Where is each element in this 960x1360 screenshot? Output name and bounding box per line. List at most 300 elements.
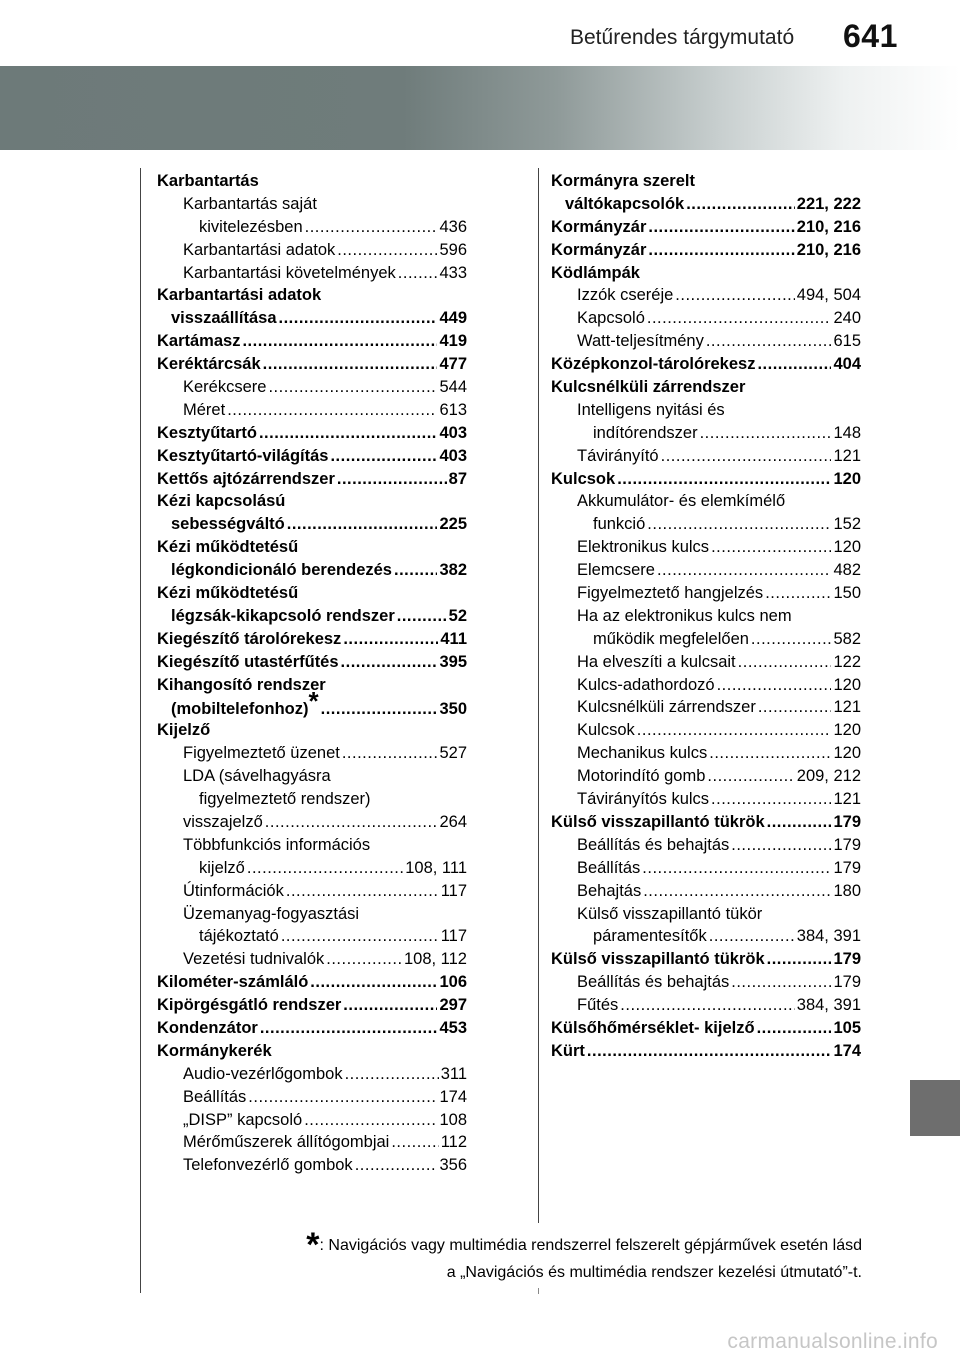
index-page-ref: 382 — [439, 561, 467, 580]
index-entry — [157, 399, 467, 422]
index-entry — [551, 674, 861, 697]
index-term: működik megfelelően — [593, 629, 749, 648]
index-term: Külső visszapillantó tükrök — [551, 812, 765, 831]
index-page-ref: 404 — [833, 355, 861, 374]
index-entry — [157, 1063, 467, 1086]
dot-leader — [242, 330, 437, 353]
index-term: Behajtás — [577, 881, 642, 900]
index-entry — [157, 686, 467, 719]
index-page-ref: 356 — [439, 1156, 467, 1175]
index-page-ref: 225 — [439, 515, 467, 534]
dot-leader — [281, 925, 439, 948]
index-term: légkondicionáló berendezés — [171, 561, 392, 580]
index-page-ref: 179 — [833, 858, 861, 877]
index-page-ref: 264 — [439, 812, 467, 831]
index-term: Kürt — [551, 1041, 585, 1060]
dot-leader — [343, 628, 438, 651]
index-page-ref: 527 — [439, 744, 467, 763]
index-term: (mobiltelefonhoz)* — [171, 686, 319, 719]
dot-leader — [757, 1017, 832, 1040]
index-entry — [157, 605, 467, 628]
index-entry — [157, 468, 467, 491]
index-page-ref: 105 — [833, 1018, 861, 1037]
index-page-ref: 174 — [439, 1087, 467, 1106]
index-term: Figyelmeztető hangjelzés — [577, 584, 764, 603]
index-page-ref: 596 — [439, 240, 467, 259]
index-entry — [551, 307, 861, 330]
index-term: Akkumulátor- és elemkímélő — [577, 492, 786, 511]
index-page-ref: 179 — [833, 812, 861, 831]
index-term: Kihangosító rendszer — [157, 675, 326, 694]
index-entry — [551, 376, 861, 399]
index-term: Motorindító gomb — [577, 767, 706, 786]
index-term: Karbantartási adatok — [157, 286, 322, 305]
column-divider — [538, 168, 539, 1223]
dot-leader — [279, 307, 438, 330]
dot-leader — [394, 559, 437, 582]
index-entry — [157, 857, 467, 880]
index-page-ref: 120 — [833, 744, 861, 763]
index-term: Elemcsere — [577, 561, 655, 580]
index-page-ref: 221, 222 — [796, 194, 861, 213]
index-entry — [157, 1040, 467, 1063]
index-entry — [551, 536, 861, 559]
index-entry — [157, 490, 467, 513]
chapter-tab — [910, 1080, 960, 1136]
index-entry — [157, 903, 467, 926]
dot-leader — [398, 262, 438, 285]
index-page-ref: 180 — [833, 881, 861, 900]
dot-leader — [263, 353, 438, 376]
index-page-ref: 121 — [833, 790, 861, 809]
index-page-ref: 613 — [439, 400, 467, 419]
index-page-ref: 494, 504 — [796, 286, 861, 305]
index-page-ref: 106 — [439, 973, 467, 992]
index-page-ref: 395 — [439, 652, 467, 671]
index-entry — [157, 536, 467, 559]
index-page-ref: 112 — [440, 1133, 467, 1152]
dot-leader — [657, 559, 832, 582]
index-term: Kiegészítő utastérfűtés — [157, 652, 339, 671]
index-entry — [157, 513, 467, 536]
index-term: Kipörgésgátló rendszer — [157, 996, 342, 1015]
index-entry — [157, 719, 467, 742]
index-entry — [157, 1109, 467, 1132]
dot-leader — [642, 857, 831, 880]
index-page-ref: 120 — [833, 538, 861, 557]
index-entry — [551, 284, 861, 307]
index-term: Kulcsok — [551, 469, 616, 488]
dot-leader — [342, 742, 438, 765]
index-entry — [551, 880, 861, 903]
index-column-left — [157, 170, 467, 1177]
index-term: váltókapcsolók — [565, 194, 685, 213]
index-page-ref: 449 — [439, 309, 467, 328]
index-term: Karbantartási követelmények — [183, 263, 396, 282]
dot-leader — [247, 857, 403, 880]
dot-leader — [757, 353, 831, 376]
dot-leader — [731, 834, 831, 857]
index-term: Vezetési tudnivalók — [183, 950, 325, 969]
index-page-ref: 477 — [439, 355, 467, 374]
index-entry — [551, 559, 861, 582]
index-entry — [157, 262, 467, 285]
index-entry — [551, 788, 861, 811]
dot-leader — [686, 193, 795, 216]
dot-leader — [709, 742, 831, 765]
dot-leader — [310, 971, 437, 994]
dot-leader — [706, 330, 832, 353]
index-entry — [157, 742, 467, 765]
index-entry — [551, 719, 861, 742]
index-term: Kesztyűtartó — [157, 423, 257, 442]
index-entry — [157, 765, 467, 788]
index-page-ref: 210, 216 — [796, 217, 861, 236]
index-term: Kézi működtetésű — [157, 584, 299, 603]
index-page-ref: 179 — [833, 973, 861, 992]
index-page-ref: 419 — [439, 332, 467, 351]
dot-leader — [758, 696, 832, 719]
dot-leader — [709, 925, 795, 948]
index-term: Watt-teljesítmény — [577, 332, 704, 351]
index-term: Mechanikus kulcs — [577, 744, 708, 763]
index-term: légzsák-kikapcsoló rendszer — [171, 606, 395, 625]
index-entry — [551, 765, 861, 788]
dot-leader — [700, 422, 832, 445]
index-term: Kézi kapcsolású — [157, 492, 286, 511]
dot-leader — [391, 1131, 438, 1154]
index-entry — [157, 811, 467, 834]
index-term: kijelző — [199, 858, 245, 877]
index-page-ref: 384, 391 — [796, 996, 861, 1015]
index-page-ref: 436 — [439, 217, 467, 236]
index-entry — [551, 216, 861, 239]
dot-leader — [305, 216, 438, 239]
dot-leader — [343, 994, 437, 1017]
dot-leader — [620, 994, 794, 1017]
dot-leader — [330, 445, 437, 468]
dot-leader — [647, 513, 831, 536]
dot-leader — [648, 239, 794, 262]
dot-leader — [355, 1154, 438, 1177]
index-term: Kormányzár — [551, 217, 647, 236]
index-entry — [551, 605, 861, 628]
index-term: funkció — [593, 515, 646, 534]
index-term: Telefonvezérlő gombok — [183, 1156, 353, 1175]
dot-leader — [287, 513, 438, 536]
index-entry — [551, 651, 861, 674]
index-term: Külsőhőmérséklet- kijelző — [551, 1018, 755, 1037]
index-page-ref: 108 — [439, 1110, 467, 1129]
index-page-ref: 210, 216 — [796, 240, 861, 259]
index-term: Keréktárcsák — [157, 355, 261, 374]
index-entry — [551, 903, 861, 926]
index-page-ref: 121 — [833, 446, 861, 465]
dot-leader — [711, 536, 831, 559]
dot-leader — [259, 422, 438, 445]
index-page-ref: 108, 112 — [403, 950, 467, 969]
index-term: Üzemanyag-fogyasztási — [183, 904, 360, 923]
index-term: Audio-vezérlőgombok — [183, 1064, 343, 1083]
index-entry — [157, 971, 467, 994]
index-term: Távirányító — [577, 446, 659, 465]
index-page-ref: 179 — [833, 950, 861, 969]
index-column-right — [551, 170, 861, 1063]
index-term: Karbantartás saját — [183, 194, 317, 213]
index-page-ref: 350 — [439, 700, 467, 719]
index-term: Elektronikus kulcs — [577, 538, 710, 557]
index-entry — [551, 582, 861, 605]
index-page-ref: 117 — [440, 927, 467, 946]
index-page-ref: 120 — [833, 675, 861, 694]
index-entry — [551, 353, 861, 376]
index-page-ref: 403 — [439, 423, 467, 442]
index-page-ref: 384, 391 — [796, 927, 861, 946]
dot-leader — [286, 880, 439, 903]
index-entry — [157, 330, 467, 353]
footnote — [228, 1226, 862, 1286]
dot-leader — [643, 880, 831, 903]
dot-leader — [617, 468, 831, 491]
index-term: tájékoztató — [199, 927, 279, 946]
index-term: Beállítás — [183, 1087, 247, 1106]
dot-leader — [648, 216, 794, 239]
index-term: Fűtés — [577, 996, 619, 1015]
dot-leader — [304, 1109, 437, 1132]
dot-leader — [647, 307, 832, 330]
index-entry — [551, 422, 861, 445]
dot-leader — [248, 1086, 437, 1109]
dot-leader — [260, 1017, 438, 1040]
index-entry — [157, 1086, 467, 1109]
index-term: Karbantartási adatok — [183, 240, 336, 259]
index-entry — [551, 445, 861, 468]
index-term: Intelligens nyitási és — [577, 400, 725, 419]
index-term: „DISP” kapcsoló — [183, 1110, 303, 1129]
index-page-ref: 122 — [833, 652, 861, 671]
index-term: Középkonzol-tárolórekesz — [551, 355, 756, 374]
index-term: Karbantartás — [157, 172, 259, 190]
index-term: Kormányra szerelt — [551, 172, 695, 190]
index-term: Kormánykerék — [157, 1041, 272, 1060]
index-page-ref: 582 — [833, 629, 861, 648]
index-page-ref: 87 — [448, 469, 467, 488]
index-entry — [551, 1017, 861, 1040]
index-entry — [157, 376, 467, 399]
index-page-ref: 117 — [440, 881, 467, 900]
dot-leader — [345, 1063, 439, 1086]
index-page-ref: 209, 212 — [796, 767, 861, 786]
index-term: Útinformációk — [183, 881, 284, 900]
index-term: Kilométer-számláló — [157, 973, 309, 992]
index-entry — [551, 513, 861, 536]
index-page-ref: 311 — [440, 1064, 467, 1083]
index-term: Kesztyűtartó-világítás — [157, 446, 329, 465]
dot-leader — [337, 239, 437, 262]
index-entry — [157, 239, 467, 262]
index-term: Kerékcsere — [183, 378, 267, 397]
index-term: Kijelző — [157, 721, 211, 740]
dot-leader — [717, 674, 832, 697]
index-entry — [157, 628, 467, 651]
index-page-ref: 411 — [440, 629, 467, 648]
footnote-text-1: : Navigációs vagy multimédia rendszerrel felszerelt gépjárművek esetén lásd — [319, 1237, 862, 1254]
dot-leader — [337, 468, 447, 491]
index-entry — [157, 1017, 467, 1040]
index-page-ref: 240 — [833, 309, 861, 328]
watermark: carmanualsonline.info — [727, 1330, 938, 1353]
index-page-ref: 108, 111 — [405, 858, 467, 877]
dot-leader — [765, 582, 831, 605]
index-page-ref: 179 — [833, 835, 861, 854]
index-term: Többfunkciós információs — [183, 835, 371, 854]
index-entry — [551, 490, 861, 513]
index-entry — [551, 193, 861, 216]
dot-leader — [767, 948, 832, 971]
index-entry — [551, 330, 861, 353]
index-entry — [157, 925, 467, 948]
dot-leader — [731, 971, 831, 994]
index-entry — [157, 284, 467, 307]
index-term: Külső visszapillantó tükrök — [551, 950, 765, 969]
index-term: páramentesítők — [593, 927, 707, 946]
section-title: Betűrendes tárgymutató — [570, 26, 795, 49]
index-page-ref: 615 — [833, 332, 861, 351]
index-term: Beállítás és behajtás — [577, 973, 730, 992]
index-entry — [157, 788, 467, 811]
index-term: indítórendszer — [593, 423, 698, 442]
index-term: Kettős ajtózárrendszer — [157, 469, 335, 488]
index-page-ref: 403 — [439, 446, 467, 465]
dot-leader — [321, 698, 438, 721]
dot-leader — [707, 765, 794, 788]
index-term: Izzók cseréje — [577, 286, 674, 305]
index-entry — [157, 1131, 467, 1154]
index-term: kivitelezésben — [199, 217, 303, 236]
index-entry — [157, 170, 467, 193]
index-entry — [157, 445, 467, 468]
dot-leader — [397, 605, 447, 628]
page-header — [0, 0, 960, 66]
index-entry — [551, 468, 861, 491]
index-term: Figyelmeztető üzenet — [183, 744, 340, 763]
page-number: 641 — [843, 18, 898, 54]
footnote-line-2: a „Navigációs és multimédia rendszer kezelési útmutató”-t. — [446, 1264, 862, 1281]
dot-leader — [587, 1040, 832, 1063]
index-entry — [157, 880, 467, 903]
index-entry — [551, 857, 861, 880]
index-entry — [551, 742, 861, 765]
dot-leader — [326, 948, 402, 971]
index-term: Ha az elektronikus kulcs nem — [577, 606, 792, 625]
index-page-ref: 152 — [833, 515, 861, 534]
index-page-ref: 544 — [439, 378, 467, 397]
index-entry — [157, 582, 467, 605]
index-term: Ködlámpák — [551, 263, 640, 282]
index-entry — [551, 1040, 861, 1063]
dot-leader — [767, 811, 832, 834]
index-page-ref: 120 — [833, 469, 861, 488]
index-term: Kormányzár — [551, 240, 647, 259]
index-page-ref: 121 — [833, 698, 861, 717]
dot-leader — [751, 628, 832, 651]
dot-leader — [738, 651, 832, 674]
index-page-ref: 453 — [439, 1018, 467, 1037]
index-entry — [157, 559, 467, 582]
index-entry — [157, 651, 467, 674]
index-term: Kartámasz — [157, 332, 241, 351]
index-page-ref: 174 — [833, 1041, 861, 1060]
index-page-ref: 148 — [833, 423, 861, 442]
index-term: Beállítás — [577, 858, 641, 877]
dot-leader — [268, 376, 437, 399]
dot-leader — [637, 719, 832, 742]
index-term: Kulcsnélküli zárrendszer — [577, 698, 756, 717]
index-term: Méret — [183, 400, 226, 419]
index-term: Ha elveszíti a kulcsait — [577, 652, 736, 671]
index-entry — [551, 239, 861, 262]
index-term: LDA (sávelhagyásra — [183, 767, 331, 786]
index-entry — [551, 262, 861, 285]
dot-leader — [265, 811, 438, 834]
index-term: Kiegészítő tárolórekesz — [157, 629, 342, 648]
index-term: sebességváltó — [171, 515, 285, 534]
index-entry — [157, 193, 467, 216]
index-term: Kapcsoló — [577, 309, 645, 328]
index-page-ref: 52 — [448, 606, 467, 625]
index-entry — [157, 307, 467, 330]
index-page-ref: 150 — [833, 584, 861, 603]
index-term: visszajelző — [183, 812, 263, 831]
left-column-rule — [140, 168, 141, 1293]
index-entry — [157, 948, 467, 971]
index-page-ref: 482 — [833, 561, 861, 580]
index-entry — [157, 834, 467, 857]
index-entry — [551, 628, 861, 651]
index-entry — [157, 994, 467, 1017]
index-page-ref: 433 — [439, 263, 467, 282]
index-entry — [551, 948, 861, 971]
index-entry — [551, 971, 861, 994]
index-term: Kondenzátor — [157, 1018, 258, 1037]
index-term: Távirányítós kulcs — [577, 790, 710, 809]
index-entry — [551, 696, 861, 719]
index-entry — [551, 170, 861, 193]
index-term: Kulcsnélküli zárrendszer — [551, 378, 746, 397]
index-page-ref: 120 — [833, 721, 861, 740]
footnote-star: * — [306, 1226, 320, 1264]
index-term: Kulcs-adathordozó — [577, 675, 715, 694]
index-term: Kulcsok — [577, 721, 635, 740]
index-entry — [551, 811, 861, 834]
index-entry — [551, 925, 861, 948]
column-divider-tick — [538, 1288, 539, 1294]
index-entry — [157, 1154, 467, 1177]
index-page-ref: 297 — [439, 996, 467, 1015]
header-banner — [0, 66, 960, 150]
index-term: Külső visszapillantó tükör — [577, 904, 763, 923]
index-term: Mérőműszerek állítógombjai — [183, 1133, 390, 1152]
index-term: Beállítás és behajtás — [577, 835, 730, 854]
index-entry — [157, 422, 467, 445]
index-term: visszaállítása — [171, 309, 277, 328]
index-term: Kézi működtetésű — [157, 538, 299, 557]
dot-leader — [227, 399, 437, 422]
footnote-marker: * — [308, 686, 319, 717]
index-entry — [157, 216, 467, 239]
index-entry — [551, 994, 861, 1017]
dot-leader — [661, 445, 832, 468]
